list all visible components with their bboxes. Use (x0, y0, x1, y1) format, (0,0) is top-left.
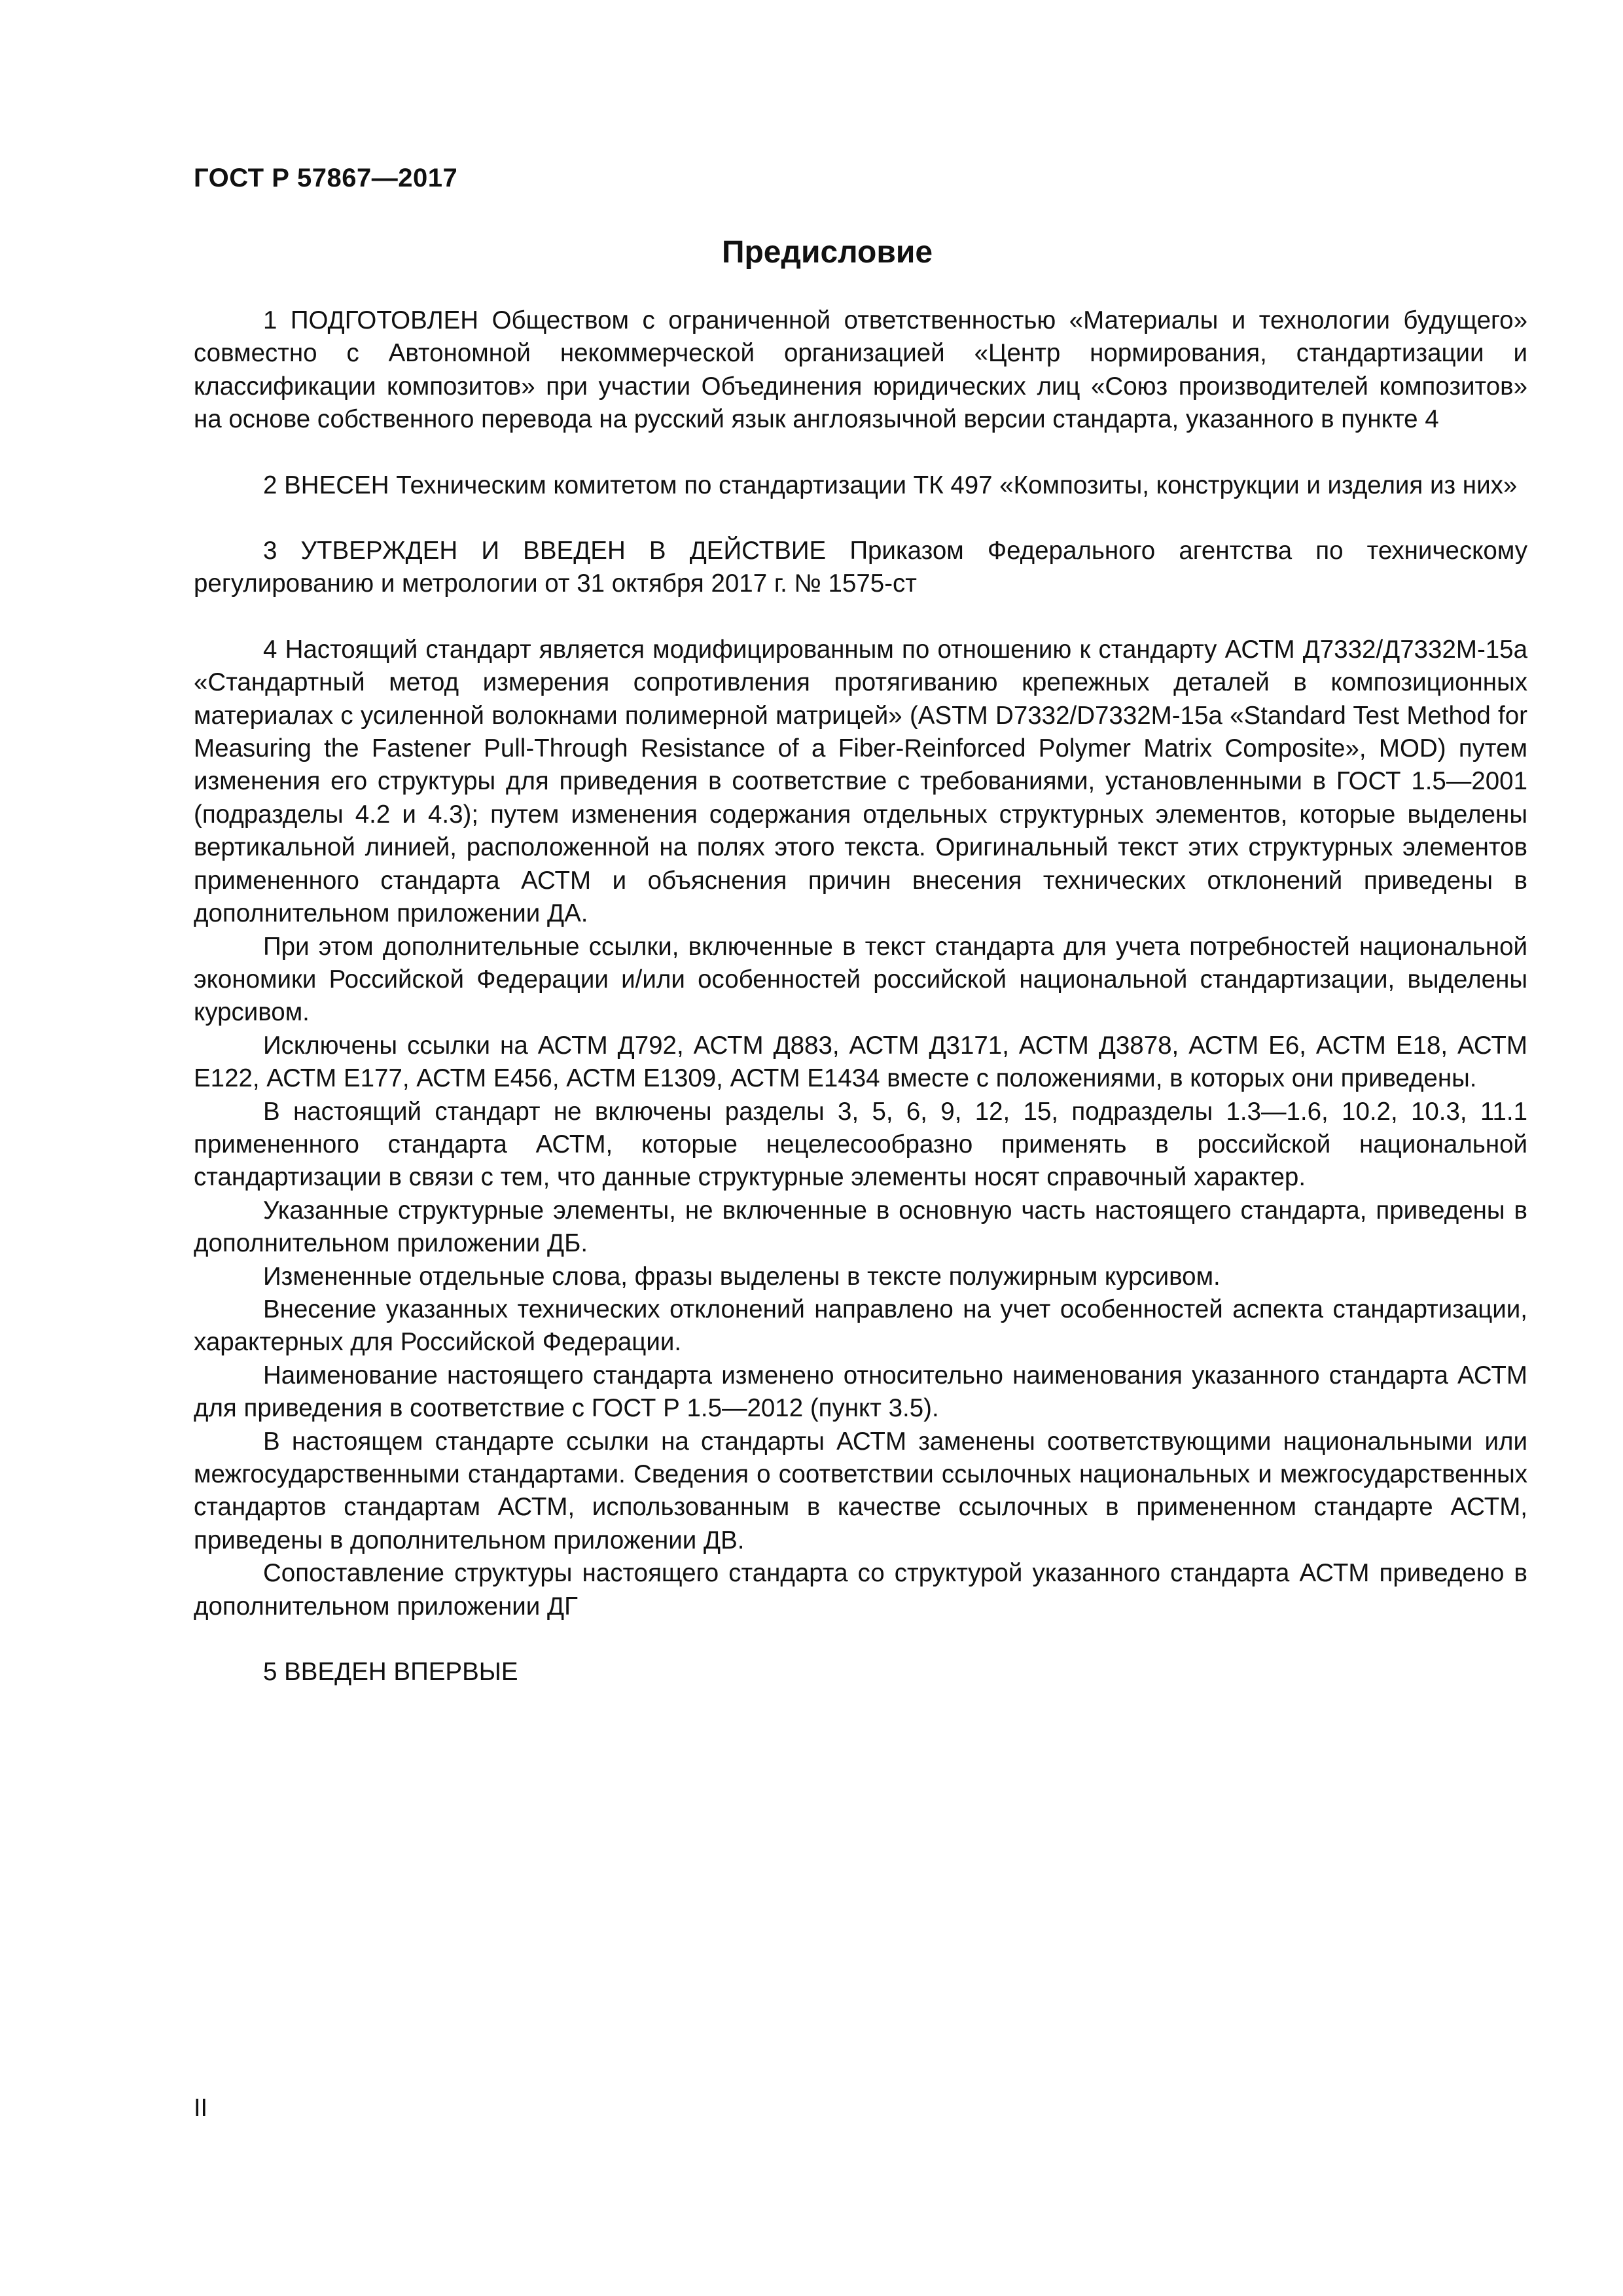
paragraph-submitted-by: 2 ВНЕСЕН Техническим комитетом по стандартизации ТК 497 «Композиты, конструкции и изделия из них» (263, 471, 1518, 499)
paragraph-structure-comparison: Сопоставление структуры настоящего стандарта со структурой указанного стандарта АСТМ приведено в дополнительном приложении ДГ (194, 1559, 1527, 1621)
paragraph-additional-references: При этом дополнительные ссылки, включенные в текст стандарта для учета потребностей национальной экономики Российской Федерации и/или особенностей российской национальной стандартизации, выделены курсивом. (194, 932, 1527, 1027)
paragraph-prepared-by: 1 ПОДГОТОВЛЕН Обществом с ограниченной ответственностью «Материалы и технологии будущего» совместно с Автономной некоммерческой организацией «Центр нормирования, стандартизации и классификации композитов» при участии Объединения юридических лиц «Союз производителей композитов» на основе собственного перевода на русский язык англоязычной версии стандарта, указанного в пункте 4 (194, 306, 1527, 434)
paragraph-name-change: Наименование настоящего стандарта изменено относительно наименования указанного стандарта АСТМ для приведения в соответствие с ГОСТ Р 1.5—2012 (пункт 3.5). (194, 1361, 1527, 1423)
paragraph-annex-db: Указанные структурные элементы, не включенные в основную часть настоящего стандарта, приведены в дополнительном приложении ДБ. (194, 1196, 1527, 1258)
page-title: Предисловие (721, 235, 933, 270)
paragraph-references-replaced: В настоящем стандарте ссылки на стандарты АСТМ заменены соответствующими национальными или межгосударственными стандартами. Сведения о соответствии ссылочных национальных и межгосударственных стандартов стандартам АСТМ, использованным в качестве ссылочных в примененном стандарте АСТМ, приведены в дополнительном приложении ДВ. (194, 1427, 1527, 1554)
foreword-body (194, 304, 1527, 1689)
paragraph-approved: 3 УТВЕРЖДЕН И ВВЕДЕН В ДЕЙСТВИЕ Приказом Федерального агентства по техническому регулированию и метрологии от 31 октября 2017 г. № 1575-ст (194, 537, 1527, 598)
document-code: ГОСТ Р 57867—2017 (194, 164, 458, 192)
page-number: II (194, 2094, 208, 2122)
paragraph-technical-deviations: Внесение указанных технических отклонений направлено на учет особенностей аспекта стандартизации, характерных для Российской Федерации. (194, 1295, 1527, 1357)
paragraph-excluded-sections: В настоящий стандарт не включены разделы 3, 5, 6, 9, 12, 15, подразделы 1.3—1.6, 10.2, 10.3, 11.1 примененного стандарта АСТМ, которые нецелесообразно применять в российской национальной стандартизации в связи с тем, что данные структурные элементы носят справочный характер. (194, 1097, 1527, 1192)
paragraph-first-introduced: 5 ВВЕДЕН ВПЕРВЫЕ (263, 1658, 518, 1687)
paragraph-modification: 4 Настоящий стандарт является модифицированным по отношению к стандарту АСТМ Д7332/Д7332М-15а «Стандартный метод измерения сопротивления протягиванию крепежных деталей в композиционных материалах с усиленной волокнами полимерной матрицей» (ASTM D7332/D7332M-15a «Standard Test Method for Measuring the Fastener Pull-Through Resistance of a Fiber-Reinforced Polymer Matrix Composite», MOD) путем изменения его структуры для приведения в соответствие с требованиями, установленными в ГОСТ 1.5—2001 (подразделы 4.2 и 4.3); путем изменения содержания отдельных структурных элементов, которые выделены вертикальной линией, расположенной на полях этого текста. Оригинальный текст этих структурных элементов примененного стандарта АСТМ и объяснения причин внесения технических отклонений приведены в дополнительном приложении ДА. (194, 635, 1527, 928)
paragraph-excluded-references: Исключены ссылки на АСТМ Д792, АСТМ Д883, АСТМ Д3171, АСТМ Д3878, АСТМ Е6, АСТМ Е18, АСТМ Е122, АСТМ Е177, АСТМ Е456, АСТМ Е1309, АСТМ Е1434 вместе с положениями, в которых они приведены. (194, 1031, 1527, 1093)
paragraph-changed-words: Измененные отдельные слова, фразы выделены в тексте полужирным курсивом. (263, 1262, 1221, 1291)
